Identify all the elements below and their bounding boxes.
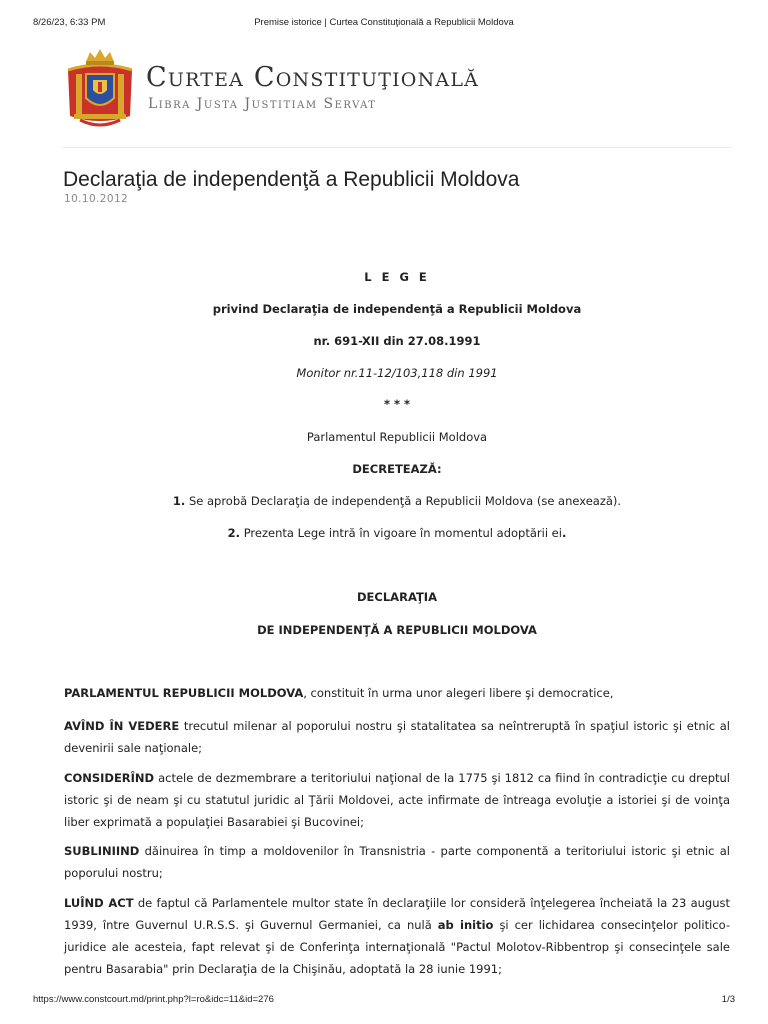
site-motto: Libra Justa Justitiam Servat	[148, 96, 377, 112]
law-separator: * * *	[383, 397, 411, 411]
law-number: nr. 691-XII din 27.08.1991	[313, 334, 481, 348]
declaration-paragraph-4	[64, 840, 730, 884]
paragraph-4-lead: SUBLINIIND	[64, 844, 140, 858]
declaration-paragraph-5	[64, 892, 730, 980]
paragraph-1-lead: PARLAMENTUL REPUBLICII MOLDOVA	[64, 686, 304, 700]
paragraph-2-lead: AVÎND ÎN VEDERE	[64, 719, 180, 733]
paragraph-5-text-a: de faptul că Parlamentele multor state în declaraţiile lor consideră înţelegerea încheiată la 23 august 1939, între Guvernul U.R.S.S. şi Guvernul Germaniei, ca nulă	[64, 896, 730, 932]
law-issuer: Parlamentul Republicii Moldova	[306, 430, 488, 444]
article-2-number: 2.	[227, 526, 241, 540]
paragraph-3-text: actele de dezmembrare a teritoriului naţional de la 1775 şi 1812 ca fiind în contradicţie cu dreptul istoric şi de neam şi cu statutul juridic al Ţării Moldovei, acte infirmate de întreaga evoluţie a istoriei şi de voinţa liber exprimată a populaţiei Basarabiei şi Bucovinei;	[64, 771, 730, 829]
paragraph-2-text: trecutul milenar al poporului nostru şi statalitatea sa neîntreruptă în spaţiul istoric şi etnic al devenirii sale naţionale;	[64, 719, 731, 755]
paragraph-4-text: dăinuirea în timp a moldovenilor în Transnistria - parte componentă a teritoriului istoric şi etnic al poporului nostru;	[64, 844, 730, 880]
article-2-end: .	[561, 526, 567, 540]
article-title: Declaraţia de independenţă a Republicii Moldova	[63, 168, 520, 191]
declaration-subheading: DE INDEPENDENŢĂ A REPUBLICII MOLDOVA	[257, 623, 537, 637]
paragraph-5-latin: ab initio	[437, 918, 494, 932]
declaration-paragraph-3	[64, 767, 730, 833]
site-name: Curtea Constituţională	[146, 62, 480, 93]
law-article-2	[64, 525, 730, 541]
print-datetime: 8/26/23, 6:33 PM	[33, 17, 106, 28]
print-url: https://www.constcourt.md/print.php?l=ro&idc=11&id=276	[33, 994, 274, 1005]
paragraph-5-text-b: şi cer lichidarea consecinţelor politico-juridice ale acesteia, fapt relevat şi de Conferinţa internaţională "Pactul Molotov-Ribbentrop şi consecinţele sale pentru Basarabia" prin Declaraţia de la Chişinău, adoptată la 28 iunie 1991;	[64, 918, 730, 976]
law-article-1	[64, 493, 730, 509]
law-decrees: DECRETEAZĂ:	[352, 462, 442, 476]
paragraph-5-lead: LUÎND ACT	[64, 896, 134, 910]
article-date: 10.10.2012	[64, 193, 129, 205]
print-doc-title: Premise istorice | Curtea Constituţională a Republicii Moldova	[254, 17, 514, 28]
law-heading: L E G E	[364, 270, 430, 284]
paragraph-1-text: , constituit în urma unor alegeri libere şi democratice,	[303, 686, 614, 700]
paragraph-3-lead: CONSIDERÎND	[64, 771, 155, 785]
article-2-text: Prezenta Lege intră în vigoare în momentul adoptării ei	[240, 526, 562, 540]
declaration-heading: DECLARAŢIA	[357, 590, 437, 604]
site-banner[interactable]	[62, 46, 732, 150]
page-number: 1/3	[721, 994, 735, 1005]
declaration-paragraph-2	[64, 715, 730, 759]
article-1-number: 1.	[172, 494, 186, 508]
declaration-paragraph-1	[64, 682, 730, 704]
law-subject: privind Declaraţia de independenţă a Republicii Moldova	[212, 302, 582, 316]
divider	[62, 147, 732, 148]
coat-of-arms-icon	[62, 46, 138, 130]
law-monitor: Monitor nr.11-12/103,118 din 1991	[296, 366, 498, 380]
article-1-text: Se aprobă Declaraţia de independenţă a Republicii Moldova (se anexează).	[185, 494, 622, 508]
